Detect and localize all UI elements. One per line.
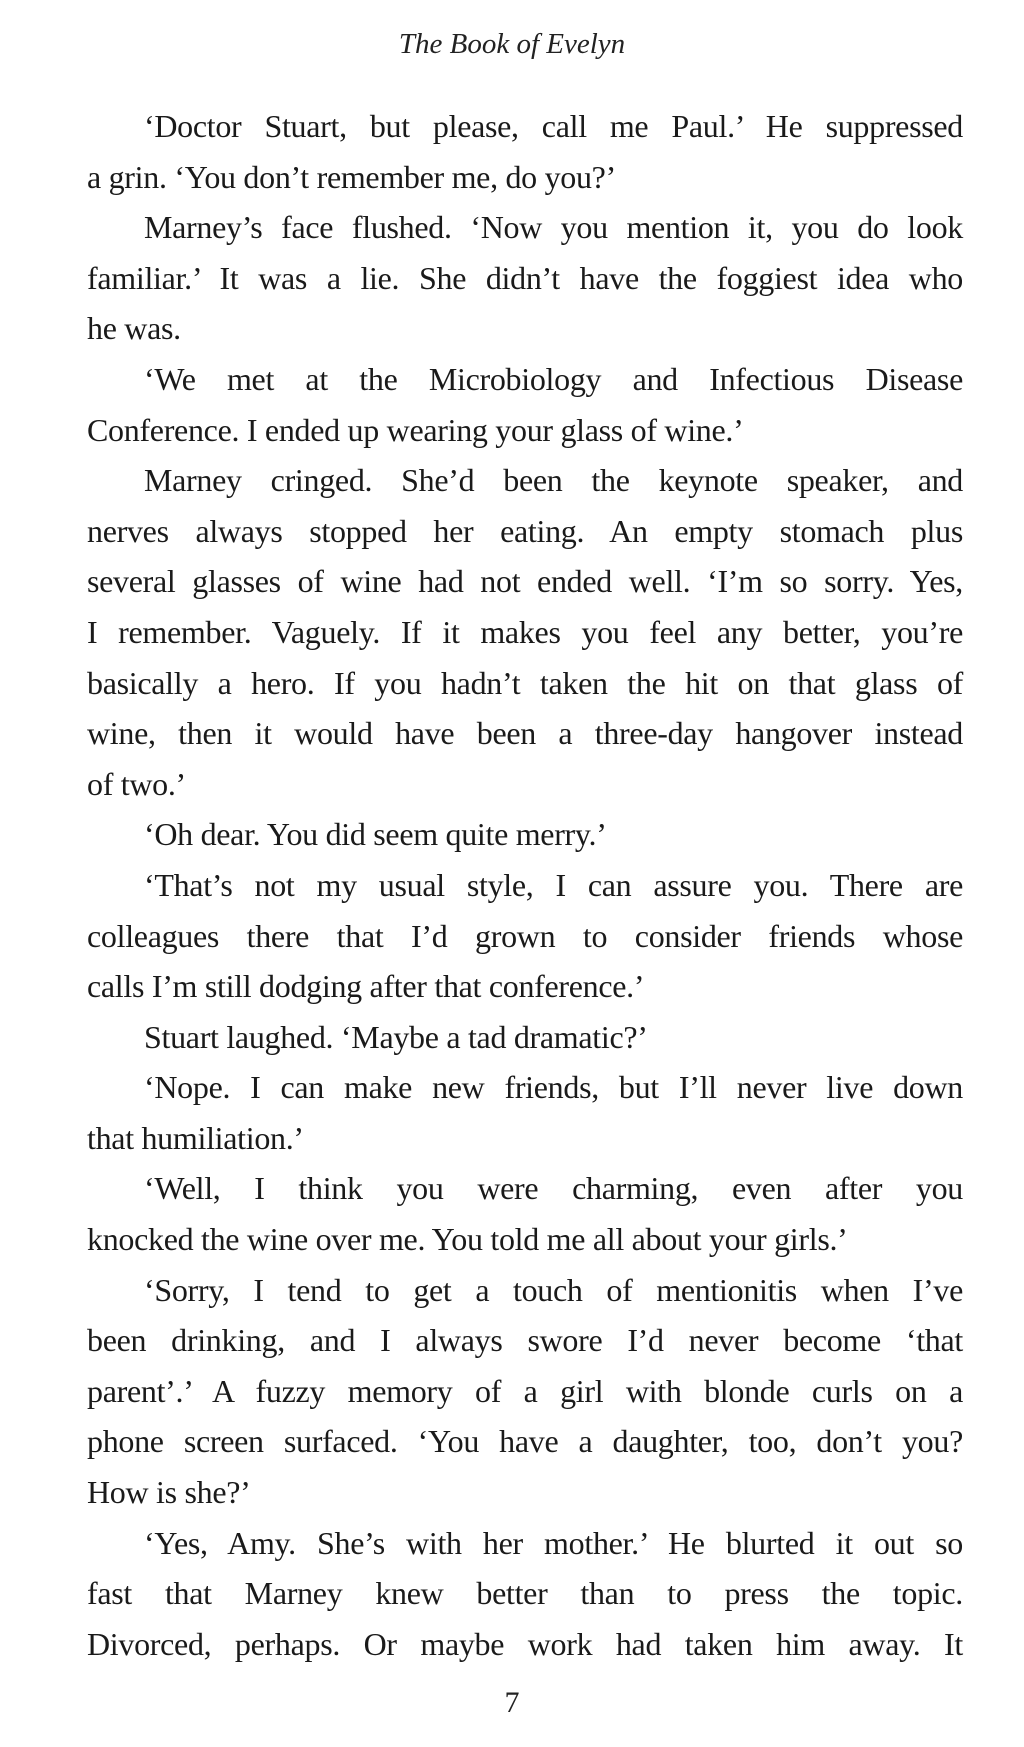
text-line: calls I’m still dodging after that conference.’ xyxy=(87,968,645,1005)
text-line: ‘Sorry, I tend to get a touch of mentionitis when I’ve xyxy=(144,1271,963,1308)
text-line: fast that Marney knew better than to press the topic. xyxy=(87,1575,963,1612)
text-line: a grin. ‘You don’t remember me, do you?’ xyxy=(87,158,616,195)
text-line: colleagues there that I’d grown to consider friends whose xyxy=(87,917,963,954)
running-head-title: The Book of Evelyn xyxy=(398,28,626,60)
text-line: Marney cringed. She’d been the keynote speaker, and xyxy=(144,462,963,499)
text-line: that humiliation.’ xyxy=(87,1119,304,1156)
text-line: nerves always stopped her eating. An empty stomach plus xyxy=(87,512,963,549)
text-line: ‘Well, I think you were charming, even after you xyxy=(144,1170,963,1207)
text-line: familiar.’ It was a lie. She didn’t have the foggiest idea who xyxy=(87,259,963,296)
text-line: parent’.’ A fuzzy memory of a girl with blonde curls on a xyxy=(87,1372,963,1409)
text-line: Marney’s face flushed. ‘Now you mention it, you do look xyxy=(144,209,963,246)
body-text xyxy=(87,101,963,1669)
text-line: he was. xyxy=(87,310,181,347)
text-line: ‘We met at the Microbiology and Infectious Disease xyxy=(144,360,963,397)
text-line: wine, then it would have been a three-day hangover instead xyxy=(87,715,963,752)
text-line: been drinking, and I always swore I’d never become ‘that xyxy=(87,1322,963,1359)
text-line: basically a hero. If you hadn’t taken the hit on that glass of xyxy=(87,664,963,701)
text-line: ‘Yes, Amy. She’s with her mother.’ He blurted it out so xyxy=(144,1524,963,1561)
text-line: of two.’ xyxy=(87,765,186,802)
page-number: 7 xyxy=(504,1686,520,1719)
text-line: ‘Oh dear. You did seem quite merry.’ xyxy=(144,816,607,853)
text-line: knocked the wine over me. You told me all about your girls.’ xyxy=(87,1221,848,1258)
text-line: several glasses of wine had not ended well. ‘I’m so sorry. Yes, xyxy=(87,563,963,600)
text-line: Stuart laughed. ‘Maybe a tad dramatic?’ xyxy=(144,1018,648,1055)
text-line: ‘That’s not my usual style, I can assure you. There are xyxy=(144,866,963,903)
text-line: phone screen surfaced. ‘You have a daughter, too, don’t you? xyxy=(87,1423,963,1460)
text-line: How is she?’ xyxy=(87,1474,251,1511)
text-line: I remember. Vaguely. If it makes you feel any better, you’re xyxy=(87,613,963,650)
text-line: Conference. I ended up wearing your glass of wine.’ xyxy=(87,411,744,448)
text-line: ‘Doctor Stuart, but please, call me Paul.’ He suppressed xyxy=(144,108,963,144)
text-line: ‘Nope. I can make new friends, but I’ll never live down xyxy=(144,1069,963,1106)
text-line: Divorced, perhaps. Or maybe work had taken him away. It xyxy=(87,1625,963,1662)
